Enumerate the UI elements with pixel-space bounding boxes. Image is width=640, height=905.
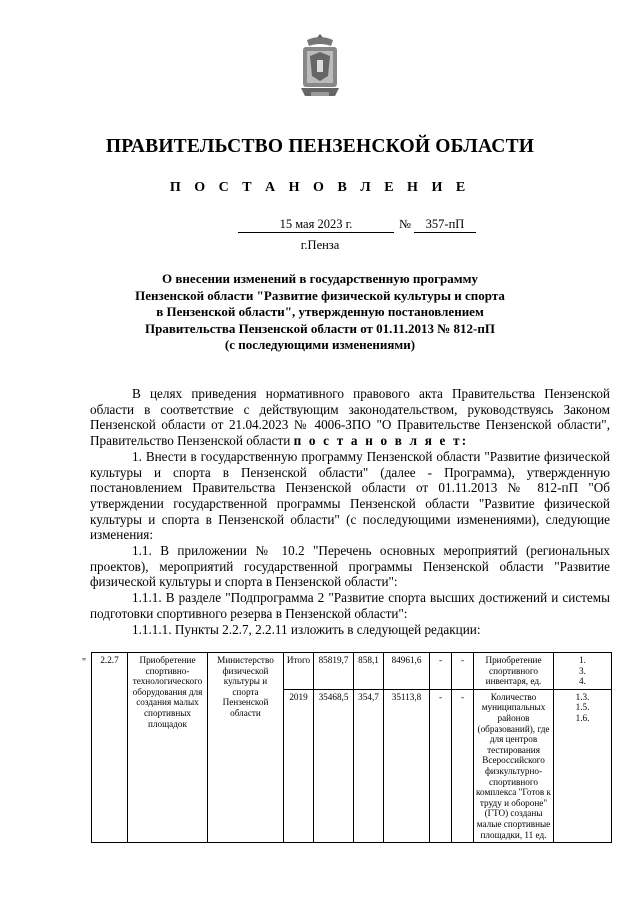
value-cell: 858,1 — [354, 653, 384, 690]
subject-line: (с последующими изменениями) — [224, 337, 416, 352]
row-id-cell: 2.2.7 — [92, 653, 128, 843]
value-cell: 35113,8 — [384, 689, 430, 842]
document-city: г.Пенза — [300, 238, 340, 252]
subject-line: в Пензенской области", утвержденную постановлением — [156, 304, 484, 319]
program-table — [91, 652, 612, 843]
value-cell: - — [430, 689, 452, 842]
paragraph-1: 1. Внести в государственную программу Пензенской области "Развитие физической культуры и спорта в Пензенской области" (далее - Программа), утвержденную постановлением Правительства Пензенской области от 01.11.2013 № 812-пП "Об утверждении государственной программы Пензенской области "Развитие физической культуры и спорта в Пензенской области" (с последующими изменениями), следующие изменения: — [90, 448, 610, 543]
year-cell: Итого — [284, 653, 314, 690]
coat-of-arms-icon — [297, 30, 343, 102]
document-type: П О С Т А Н О В Л Е Н И Е — [169, 180, 471, 195]
value-cell: 84961,6 — [384, 653, 430, 690]
preamble-text: В целях приведения нормативного правового акта Правительства Пензенской области в соответствие с действующим законодательством, руководствуясь Законом Пензенской области от 21.04.2023 № 4006-ЗПО "О Правительстве Пензенской области", Правительство Пензенской области — [90, 386, 610, 449]
executor-cell: Министерство физической культуры и спорта Пензенской области — [208, 653, 284, 843]
document-date: 15 мая 2023 г. — [238, 217, 394, 233]
subject-line: Правительства Пензенской области от 01.11.2013 № 812-пП — [145, 320, 495, 336]
year-cell: 2019 — [284, 689, 314, 842]
paragraph-1-1: 1.1. В приложении № 10.2 "Перечень основных мероприятий (региональных проектов), мероприятий государственной программы Пензенской области "Развитие физической культуры и спорта в Пензенской области": — [90, 543, 610, 590]
document-subject — [120, 271, 520, 354]
paragraph-1-1-1: 1.1.1. В разделе "Подпрограмма 2 "Развитие спорта высших достижений и системы подготовки спортивного резерва в Пензенской области": — [90, 590, 610, 621]
code: 1.5. — [575, 702, 590, 713]
number-label: № — [399, 217, 411, 231]
value-cell: 354,7 — [354, 689, 384, 842]
value-cell: - — [430, 653, 452, 690]
value-cell: - — [452, 689, 474, 842]
paragraph-1-1-1-1: 1.1.1.1. Пункты 2.2.7, 2.2.11 изложить в следующей редакции: — [132, 621, 481, 637]
document-body — [90, 386, 610, 637]
codes-cell — [554, 689, 612, 842]
result-cell: Количество муниципальных районов (образований), где для центров тестирования Всероссийского физкультурно-спортивного комплекса "Готов к труду и обороне" (ГТО) созданы малые спортивные площадки, 11 ед. — [474, 689, 554, 842]
total-cell: 85819,7 — [314, 653, 354, 690]
table-row — [92, 653, 612, 690]
code: 1.3. — [575, 691, 590, 702]
opening-quote: " — [82, 657, 87, 668]
subject-line: О внесении изменений в государственную программу — [162, 271, 478, 286]
total-cell: 35468,5 — [314, 689, 354, 842]
government-title: ПРАВИТЕЛЬСТВО ПЕНЗЕНСКОЙ ОБЛАСТИ — [105, 136, 535, 157]
paragraph-preamble — [90, 386, 610, 449]
codes-cell — [554, 653, 612, 690]
activity-cell: Приобретение спортивно-технологического оборудования для создания малых спортивных площадок — [128, 653, 208, 843]
resolves-word: п о с т а н о в л я е т: — [293, 433, 469, 449]
document-number: 357-пП — [414, 217, 476, 233]
code: 3. — [579, 665, 586, 676]
subject-line: Пензенской области "Развитие физической культуры и спорта — [135, 287, 505, 303]
code: 1.6. — [575, 712, 590, 723]
result-cell: Приобретение спортивного инвентаря, ед. — [474, 653, 554, 690]
code: 1. — [579, 655, 586, 665]
value-cell: - — [452, 653, 474, 690]
code: 4. — [579, 676, 586, 687]
